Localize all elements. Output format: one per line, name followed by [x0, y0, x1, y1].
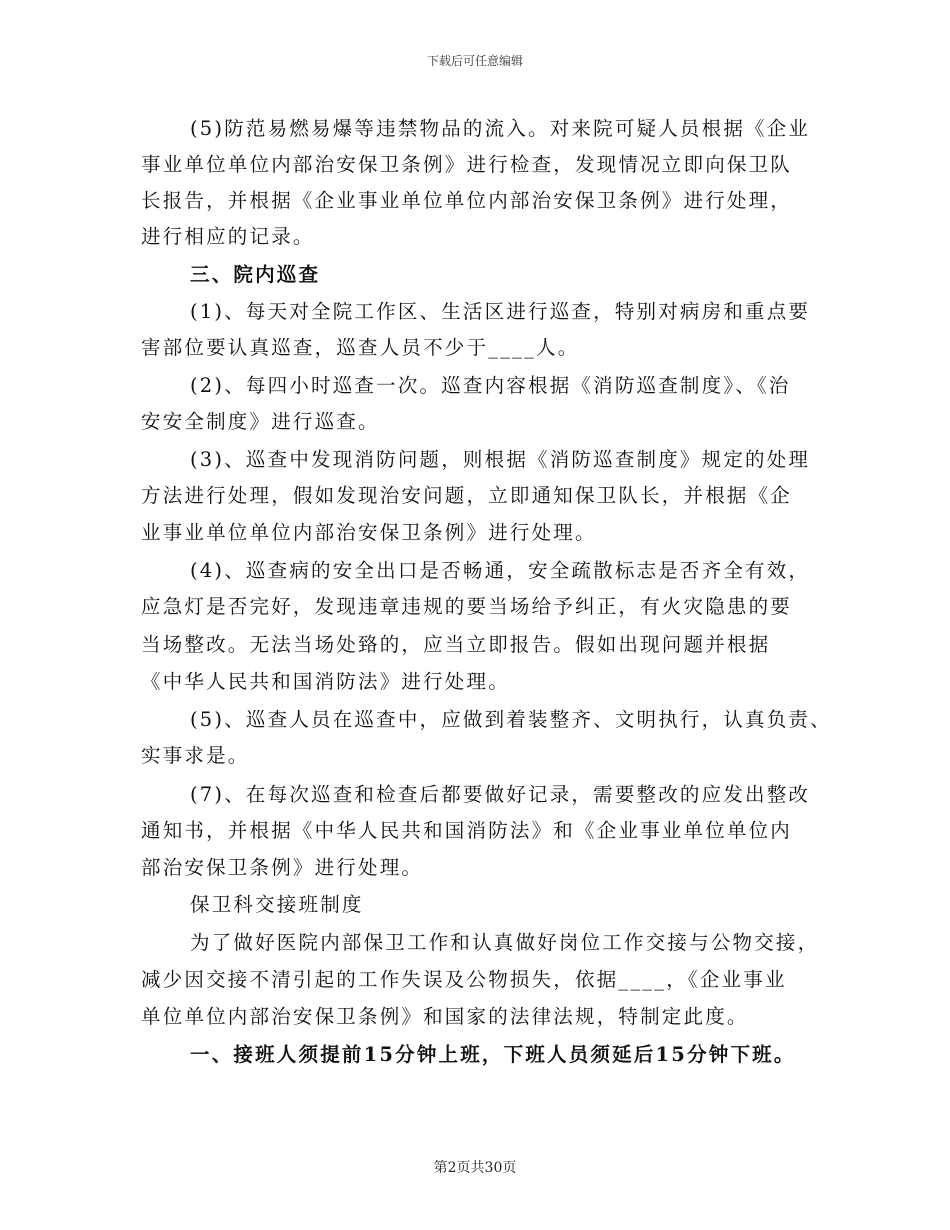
paragraph-line: (2)、每四小时巡查一次。巡查内容根据《消防巡查制度》、《治: [190, 374, 791, 397]
paragraph-line: 应急灯是否完好，发现违章违规的要当场给予纠正，有火灾隐患的要: [141, 595, 793, 618]
paragraph-line: 业事业单位单位内部治安保卫条例》进行处理。: [141, 521, 597, 544]
paragraph-line: 方法进行处理，假如发现治安问题，立即通知保卫队长，并根据《企: [141, 484, 793, 507]
page-header: 下载后可任意编辑: [426, 54, 523, 68]
paragraph-line: 保卫科交接班制度: [190, 893, 364, 916]
paragraph-line: (4)、巡查病的安全出口是否畅通，安全疏散标志是否齐全有效，: [190, 559, 811, 582]
paragraph-line: 为了做好医院内部保卫工作和认真做好岗位工作交接与公物交接，: [190, 931, 820, 954]
section-heading: 三、院内巡查: [190, 263, 321, 286]
paragraph-line: 单位单位内部治安保卫条例》和国家的法律法规，特制定此度。: [141, 1005, 749, 1028]
paragraph-line: (5)防范易燃易爆等违禁物品的流入。对来院可疑人员根据《企业: [190, 117, 811, 140]
paragraph-line: 减少因交接不清引起的工作失误及公物损失，依据____，《企业事业: [141, 968, 787, 991]
section-heading: 一、接班人须提前15分钟上班，下班人员须延后15分钟下班。: [190, 1043, 796, 1066]
paragraph-line: 害部位要认真巡查，巡查人员不少于____人。: [141, 336, 580, 359]
paragraph-line: (7)、在每次巡查和检查后都要做好记录，需要整改的应发出整改: [190, 783, 811, 806]
paragraph-line: (5)、巡查人员在巡查中，应做到着装整齐、文明执行，认真负责、: [190, 708, 832, 731]
paragraph-line: 安安全制度》进行巡查。: [141, 410, 380, 433]
paragraph-line: 进行相应的记录。: [141, 225, 315, 248]
paragraph-line: 通知书，并根据《中华人民共和国消防法》和《企业事业单位单位内: [141, 819, 793, 842]
paragraph-line: 当场整改。无法当场处臵的，应当立即报告。假如出现问题并根据: [141, 633, 771, 656]
paragraph-line: 长报告，并根据《企业事业单位单位内部治安保卫条例》进行处理，: [141, 189, 793, 212]
paragraph-line: 事业单位单位内部治安保卫条例》进行检查，发现情况立即向保卫队: [141, 153, 793, 176]
page-footer: 第2页共30页: [433, 1160, 517, 1176]
paragraph-line: 部治安保卫条例》进行处理。: [141, 856, 424, 879]
paragraph-line: (1)、每天对全院工作区、生活区进行巡查，特别对病房和重点要: [190, 300, 811, 323]
paragraph-line: (3)、巡查中发现消防问题，则根据《消防巡查制度》规定的处理: [190, 448, 811, 471]
paragraph-line: 实事求是。: [141, 744, 250, 767]
paragraph-line: 《中华人民共和国消防法》进行处理。: [141, 670, 510, 693]
